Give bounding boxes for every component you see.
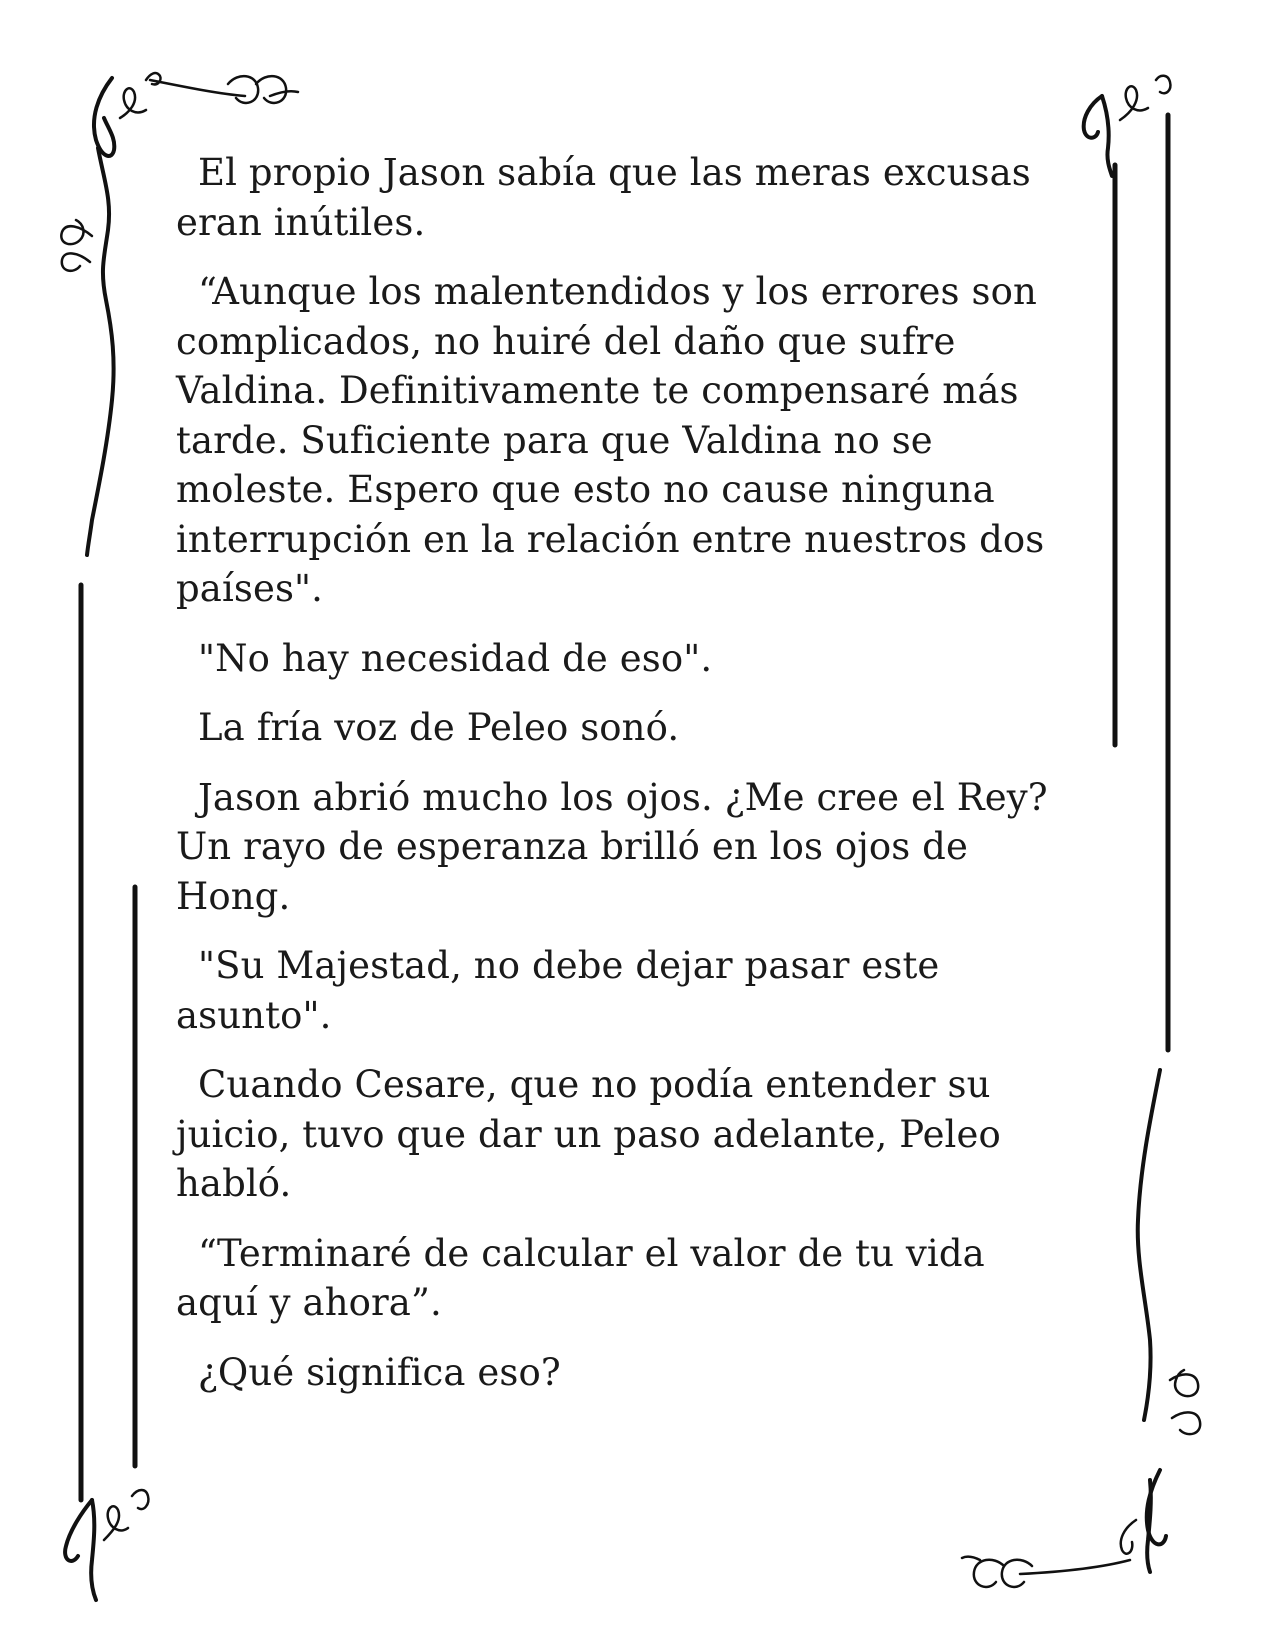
paragraph: “Aunque los malentendidos y los errores son complicados, no huiré del daño que sufre Valdina. Definitivamente te compensaré más tarde. Suficiente para que Valdina no se moleste. Espero que esto no cause ninguna interrupción en la relación entre nuestros dos países". — [176, 270, 1045, 610]
paragraph: ¿Qué significa eso? — [198, 1350, 561, 1394]
flourish-top-right — [1084, 76, 1171, 176]
paragraph: La fría voz de Peleo sonó. — [198, 706, 680, 749]
paragraph: "Su Majestad, no debe dejar pasar este asunto". — [176, 944, 940, 1037]
paragraph: El propio Jason sabía que las meras excusas eran inútiles. — [176, 151, 1031, 244]
paragraph: Jason abrió mucho los ojos. ¿Me cree el Rey? Un rayo de esperanza brilló en los ojos de Hong. — [176, 775, 1048, 918]
paragraph: Cuando Cesare, que no podía entender su juicio, tuvo que dar un paso adelante, Peleo habló. — [176, 1063, 1001, 1205]
paragraph: "No hay necesidad de eso". — [198, 636, 713, 680]
paragraph: “Terminaré de calcular el valor de tu vida aquí y ahora”. — [176, 1231, 985, 1324]
story-text — [176, 148, 1076, 1417]
flourish-bottom-left — [65, 1490, 148, 1600]
